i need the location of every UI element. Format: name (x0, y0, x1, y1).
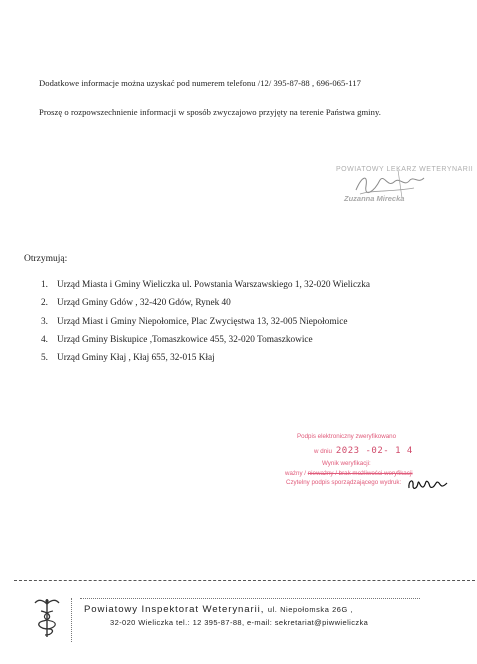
electronic-verification-stamp (282, 430, 462, 510)
verification-date: 2023 -02- 1 4 (335, 446, 413, 456)
caduceus-icon (31, 595, 63, 641)
stamp-title: POWIATOWY LEKARZ WETERYNARII (336, 166, 474, 173)
official-signature-stamp (330, 164, 474, 214)
verification-title: Podpis elektroniczny zweryfikowano (297, 433, 397, 440)
footer-divider (14, 580, 475, 581)
verification-date-line: w dniu 2023 -02- 1 4 (314, 446, 413, 456)
list-item: 3. Urząd Miast i Gminy Niepołomice, Plac Zwycięstwa 13, 32-005 Niepołomice (41, 317, 348, 327)
footer-vertical-rule (71, 598, 72, 642)
verification-signer-label: Czytelny podpis sporządzającego wydruk: (286, 479, 402, 486)
list-item: 4. Urząd Gminy Biskupice ,Tomaszkowice 455, 32-020 Tomaszkowice (41, 335, 313, 345)
footer-contact-line: 32-020 Wieliczka tel.: 12 395-87-88, e-mail: sekretariat@piwwieliczka (110, 618, 369, 627)
info-paragraph: Dodatkowe informacje można uzyskać pod numerem telefonu /12/ 395-87-88 , 696-065-117 (39, 78, 361, 88)
footer-institution-line (84, 604, 353, 615)
publication-request-paragraph: Proszę o rozpowszechnienie informacji w sposób zwyczajowo przyjęty na terenie Państwa gminy. (39, 107, 381, 117)
institution-street: ul. Niepołomska 26G , (267, 605, 354, 614)
list-item: 5. Urząd Gminy Kłaj , Kłaj 655, 32-015 Kłaj (41, 353, 215, 363)
footer-dotted-rule (80, 598, 420, 599)
handwritten-signature (406, 474, 450, 494)
institution-name: Powiatowy Inspektorat Weterynarii, (84, 604, 265, 615)
verification-result-options: ważny / nieważny / brak możliwości weryfikacji (285, 470, 413, 477)
list-item: 2. Urząd Gminy Gdów , 32-420 Gdów, Rynek 40 (41, 298, 231, 308)
verification-result-label: Wynik weryfikacji: (322, 460, 371, 467)
veterinary-logo (31, 595, 63, 646)
recipients-label: Otrzymują: (24, 254, 68, 264)
list-item: 1. Urząd Miasta i Gminy Wieliczka ul. Powstania Warszawskiego 1, 32-020 Wieliczka (41, 280, 370, 290)
stamp-name: Zuzanna Mirecka (344, 194, 405, 203)
